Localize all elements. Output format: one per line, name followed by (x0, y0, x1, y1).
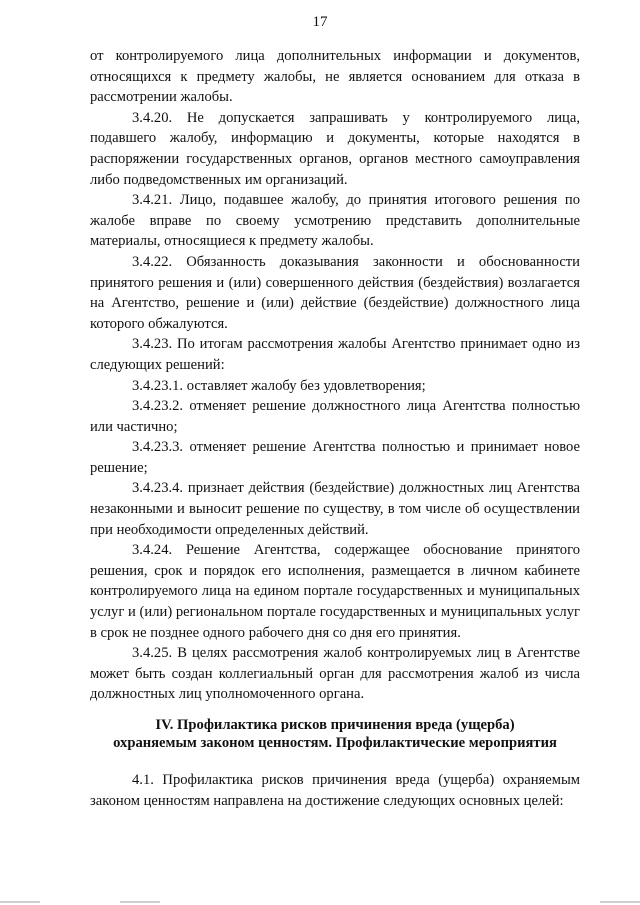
section-heading-line-2: охраняемым законом ценностям. Профилактические мероприятия (113, 734, 557, 751)
paragraph-3-4-21: 3.4.21. Лицо, подавшее жалобу, до принятия итогового решения по жалобе вправе по своему усмотрению представить дополнительные материалы, относящиеся к предмету жалобы. (90, 192, 580, 250)
section-heading (90, 717, 580, 752)
paragraph-3-4-23-1: 3.4.23.1. оставляет жалобу без удовлетворения; (132, 377, 426, 394)
document-body (90, 46, 580, 811)
paragraph-3-4-23-4: 3.4.23.4. признает действия (бездействие) должностных лиц Агентства незаконными и выносит решение по существу, в том числе об осуществлении при необходимости определенных действий. (90, 480, 580, 538)
paragraph-3-4-25: 3.4.25. В целях рассмотрения жалоб контролируемых лиц в Агентстве может быть создан коллегиальный орган для рассмотрения жалоб из числа должностных лиц уполномоченного органа. (90, 645, 580, 703)
paragraph-3-4-22: 3.4.22. Обязанность доказывания законности и обоснованности принятого решения и (или) совершенного действия (бездействия) возлагается на Агентство, решение и (или) действие (бездействие) должностного лица которого обжалуются. (90, 253, 580, 332)
paragraph-3-4-24: 3.4.24. Решение Агентства, содержащее обоснование принятого решения, срок и порядок его исполнения, размещается в личном кабинете контролируемого лица на едином портале государственных и муниципальных услуг и (или) региональном портале государственных и муниципальных услуг в срок не позднее одного рабочего дня со дня его принятия. (90, 542, 580, 641)
paragraph-3-4-20: 3.4.20. Не допускается запрашивать у контролируемого лица, подавшего жалобу, информацию и документы, которые находятся в распоряжении государственных органов, органов местного самоуправления либо подведомственных им организаций. (90, 109, 580, 188)
paragraph-3-4-23: 3.4.23. По итогам рассмотрения жалобы Агентство принимает одно из следующих решений: (90, 336, 580, 373)
paragraph-3-4-23-2: 3.4.23.2. отменяет решение должностного лица Агентства полностью или частично; (90, 398, 580, 435)
paragraph-4-1: 4.1. Профилактика рисков причинения вреда (ущерба) охраняемым законом ценностям направлена на достижение следующих основных целей: (90, 772, 580, 809)
scan-edge-mark-center (120, 901, 160, 903)
section-heading-line-1: IV. Профилактика рисков причинения вреда (ущерба) (155, 717, 515, 733)
paragraph-3-4-23-3: 3.4.23.3. отменяет решение Агентства полностью и принимает новое решение; (90, 439, 580, 476)
scan-edge-mark-right (600, 901, 640, 903)
scan-edge-mark-left (0, 901, 40, 903)
page-number: 17 (312, 14, 328, 30)
paragraph-continuation: от контролируемого лица дополнительных информации и документов, относящихся к предмету жалобы, не является основанием для отказа в рассмотрении жалобы. (90, 48, 580, 106)
